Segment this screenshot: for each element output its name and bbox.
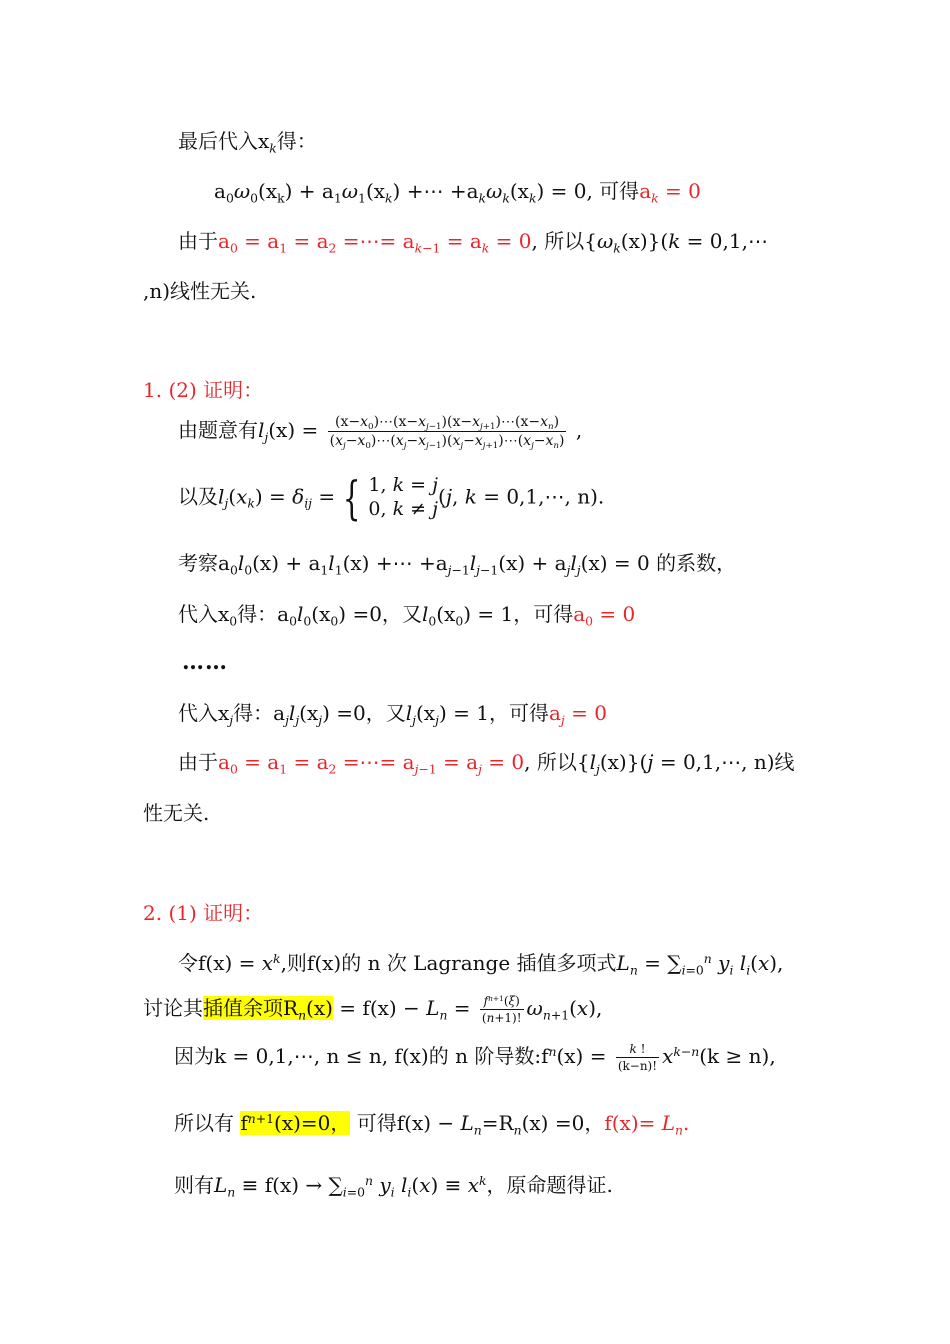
text: 由题意有 [178,418,258,442]
text: 最后代入 [178,129,258,153]
line-7: 考察$a_0l_0(x) + a_1l_1(x)$ +⋯ $+a_{j-1}l_{j-1}(x) + a_jl_j(x) = 0$ 的系数， [178,551,737,578]
text: 得： [276,129,317,153]
line-4: ,n)线性无关. [143,279,257,303]
text: 线性无关. [170,279,257,303]
text: 所以 [536,750,577,774]
text: 可得 [356,1111,397,1135]
text: 由于 [178,229,218,253]
text: 得： [237,602,278,626]
text: 又 [401,602,422,626]
text: 由于 [178,750,218,774]
line-16: 所以有 $f^{n+1}(x)=0$， 可得$f(x) - L_n=R_n(x) =0$，$f(x)= L_n$. [174,1111,690,1138]
text: 的 n 阶导数: [428,1044,542,1068]
line-11: 由于$a_0 = a_1 = a_2$ =⋯= $a_{j-1} = a_j = 0$, 所以$\{l_j(x)\}(j$ = 0,1,⋯, n)线 [178,750,795,777]
text: 的 n 次 Lagrange 插值多项式 [341,951,617,975]
text: 又 [385,701,406,725]
text: 考察 [178,551,218,575]
line-2: $a_0\omega_0(x_k) + a_1\omega_1(x_k)$ +⋯ $+a_k\omega_k(x_k) = 0$, 可得$a_k = 0$ [214,179,701,206]
text: 的系数， [656,551,737,575]
text: 因为 [174,1044,214,1068]
line-17: 则有$L_n \equiv f(x) \to \sum_{i=0}^n$ $y_i$ $l_i(x) \equiv x^k$，原命题得证. [174,1173,613,1200]
highlight: $f^{n+1}(x)=0$， [240,1111,351,1135]
highlight: 插值余项$R_n(x)$ [203,996,333,1023]
text: 可得 [533,602,574,626]
line-10: 代入$x_j$得：$a_jl_j(x_j) =0$，又$l_j(x_j) = 1$，可得$a_j = 0$ [178,701,607,728]
line-14: 讨论其插值余项$R_n(x) = f(x) - L_n$ = $\frac{f^{n+1}(\xi)}{(n+1)!}$ $\omega_{n+1}(x)$, [143,993,603,1025]
text: 以及 [178,484,218,509]
text: 则有 [174,1173,214,1197]
section-heading-2: 2. (1) 证明： [143,901,264,925]
text: 线 [774,750,795,774]
text: 所以 [544,229,585,253]
text: 则 [286,951,307,975]
text: 代入 [178,602,218,626]
line-15: 因为k = 0,1,⋯, n ≤ n, f(x)的 n 阶导数$:f^n(x)$ = $\frac{k !}{(k-n)!}$ $x^{k-n}(k \ge n)$, [174,1042,776,1073]
line-1: 最后代入$x_k$得： [178,129,317,156]
text: 得： [233,701,274,725]
line-6: 以及$l_j(x_k) = \delta_{ij}$ = { 1, k = j 0, k ≠ j (j, k = 0,1,⋯, n). [178,470,605,525]
line-5: 由题意有$l_j(x)$ = $\frac{(x-x_0)\cdots(x-x_{j-1})(x-x_{j+1})\cdots(x-x_n)}{(x_j-x_0)\cdots(x_j-x_{j-1})(x_j-x_{j+1})\cdots(x_j-x_n)}$ , [178,414,583,452]
line-8: 代入$x_0$得：$a_0l_0(x_0) =0$，又$l_0(x_0) = 1$，可得$a_0 = 0$ [178,602,636,629]
fraction: $\frac{k !}{(k-n)!}$ [617,1042,658,1073]
section-heading-1: 1. (2) 证明： [143,378,264,402]
text: 可得 [508,701,549,725]
line-13: 令$f(x) = x^k$,则f(x)的 n 次 Lagrange 插值多项式$L_n = \sum_{i=0}^n$ $y_i$ $l_i(x)$, [178,951,784,978]
text: 原命题得证. [506,1173,613,1197]
line-3: 由于$a_0 = a_1 = a_2$ =⋯= $a_{k-1} = a_k = 0$, 所以$\{\omega_k(x)\}(k$ = 0,1,⋯ [178,229,768,256]
fraction: $\frac{(x-x_0)\cdots(x-x_{j-1})(x-x_{j+1})\cdots(x-x_n)}{(x_j-x_0)\cdots(x_j-x_{j-1})(x_j-x_{j+1})\cdots(x_j-x_n)}$ [329,414,565,452]
line-12: 性无关. [143,801,210,825]
text: 讨论其 [143,996,203,1020]
ellipsis-dots: …… [182,649,228,675]
fraction: $\frac{f^{n+1}(\xi)}{(n+1)!}$ [481,993,522,1025]
text: 令 [178,951,198,975]
text: 所以有 [174,1111,234,1135]
text: 代入 [178,701,218,725]
